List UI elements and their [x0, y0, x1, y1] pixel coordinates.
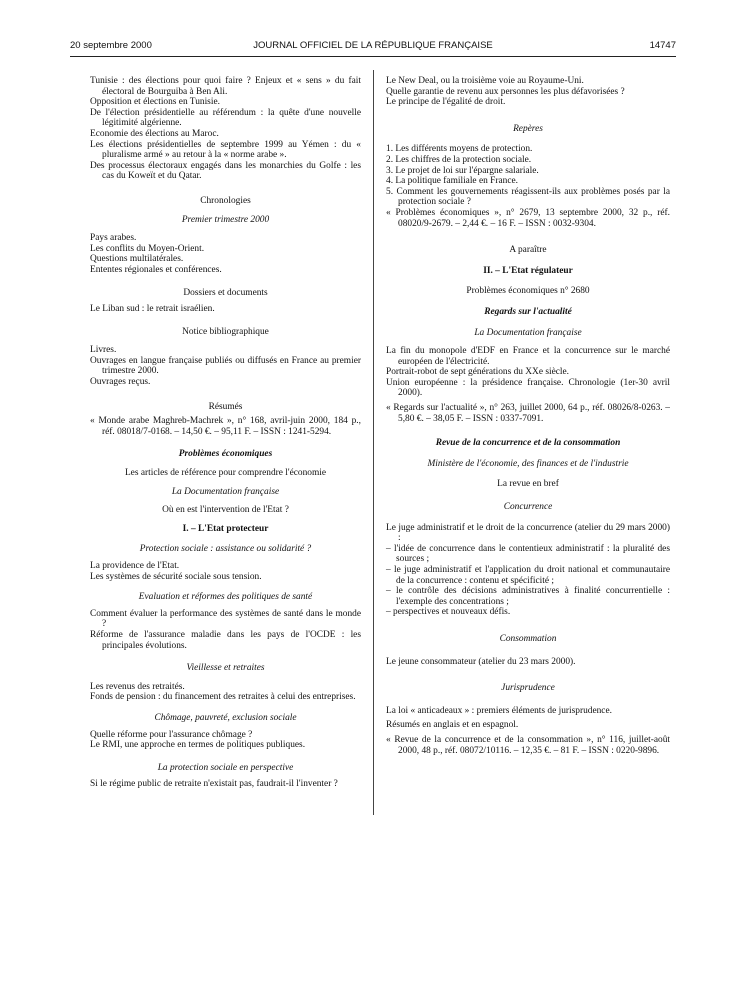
ministry-name: Ministère de l'économie, des finances et de l'industrie	[427, 458, 629, 469]
list-item: Si le régime public de retraite n'existait pas, faudrait-il l'inventer ?	[90, 779, 338, 790]
list-item: Economie des élections au Maroc.	[90, 128, 219, 139]
list-item: Les conflits du Moyen-Orient.	[90, 243, 205, 254]
publication-title-regards-actualite: Regards sur l'actualité	[484, 306, 572, 317]
subsection-heading: Evaluation et réformes des politiques de santé	[138, 592, 313, 603]
section-heading-dossiers: Dossiers et documents	[183, 287, 268, 298]
list-item: Comment évaluer la performance des systèmes de santé dans le monde ?	[90, 608, 361, 630]
list-item: 1. Les différents moyens de protection.	[386, 144, 533, 155]
part-heading-etat-regulateur: II. – L'Etat régulateur	[483, 265, 573, 276]
list-item: Union européenne : la présidence française. Chronologie (1er-30 avril 2000).	[386, 377, 670, 399]
list-item: – l'idée de concurrence dans le contentieux administratif : la pluralité des sources ;	[386, 543, 670, 565]
section-heading-resumes: Résumés	[208, 401, 243, 412]
list-item: Tunisie : des élections pour quoi faire ? Enjeux et « sens » du fait électoral de Bourguiba à Ben Ali.	[90, 76, 361, 97]
section-heading-chronologies: Chronologies	[200, 195, 251, 206]
list-item: – le juge administratif et l'application du droit national et communautaire de la concurrence : contenu et spécificité ;	[386, 565, 670, 586]
section-heading-notice: Notice bibliographique	[182, 326, 269, 337]
list-item: Des processus électoraux engagés dans les monarchies du Golfe : les cas du Koweït et du Qatar.	[90, 160, 361, 182]
header-rule	[70, 56, 676, 57]
reperes-list	[386, 144, 670, 208]
subsection-heading-concurrence: Concurrence	[503, 502, 553, 513]
subsection-heading: La protection sociale en perspective	[157, 762, 294, 773]
list-item: Ouvrages en langue française publiés ou diffusés en France au premier trimestre 2000.	[90, 355, 361, 377]
announcement-a-paraitre: A paraître	[509, 245, 547, 256]
concurrence-list	[386, 544, 670, 618]
list-item: Ouvrages reçus.	[90, 377, 151, 388]
list-item: Le New Deal, ou la troisième voie au Royaume-Uni.	[386, 76, 584, 86]
header-date: 20 septembre 2000	[70, 40, 152, 51]
list-item: Questions multilatérales.	[90, 254, 184, 265]
list-item: Quelle garantie de revenu aux personnes les plus défavorisées ?	[386, 86, 625, 97]
list-item: Réforme de l'assurance maladie dans les pays de l'OCDE : les principales évolutions.	[90, 629, 361, 651]
list-item: – le contrôle des décisions administratives à finalité concurrentielle : l'exemple des concentrations ;	[386, 586, 670, 607]
subsection-heading: Vieillesse et retraites	[186, 663, 265, 674]
header-page-number: 14747	[649, 40, 676, 51]
list-item: Livres.	[90, 345, 117, 356]
publication-title-revue-concurrence: Revue de la concurrence et de la consommation	[435, 438, 621, 449]
list-item: 5. Comment les gouvernements réagissent-ils aux problèmes posés par la protection sociale ?	[386, 186, 670, 208]
reference-citation: « Monde arabe Maghreb-Machrek », n° 168, avril-juin 2000, 184 p., réf. 08018/7-0168. – 14,50 €. – 95,11 F. – ISSN : 1241-5294.	[90, 416, 361, 437]
subsection-heading: Protection sociale : assistance ou solidarité ?	[139, 544, 312, 555]
list-item: Opposition et élections en Tunisie.	[90, 97, 220, 108]
list-item: La fin du monopole d'EDF en France et la concurrence sur le marché européen de l'électricité.	[386, 346, 670, 367]
list-item: Les élections présidentielles de septembre 1999 au Yémen : du « pluralisme armé » au retour à la « norme arabe ».	[90, 139, 361, 161]
list-item: La loi « anticadeaux » : premiers éléments de jurisprudence.	[386, 705, 612, 716]
list-item: Le Liban sud : le retrait israélien.	[90, 304, 215, 315]
section-heading-reperes: Repères	[513, 123, 543, 134]
subsection-heading-consommation: Consommation	[499, 633, 557, 644]
list-item: 2. Les chiffres de la protection sociale.	[386, 154, 532, 165]
list-item: Ententes régionales et conférences.	[90, 264, 222, 275]
publisher-name: La Documentation française	[474, 327, 582, 338]
subheading-revue-en-bref: La revue en bref	[497, 479, 559, 490]
publication-title-problemes-economiques: Problèmes économiques	[178, 449, 273, 460]
list-item: Le juge administratif et le droit de la concurrence (atelier du 29 mars 2000) :	[386, 522, 670, 544]
list-item: De l'élection présidentielle au référendum : la quête d'une nouvelle légitimité algérienne.	[90, 107, 361, 129]
subsection-heading-jurisprudence: Jurisprudence	[501, 683, 555, 694]
list-item: La providence de l'Etat.	[90, 561, 180, 571]
page-header	[70, 40, 676, 54]
list-item: Le principe de l'égalité de droit.	[386, 97, 506, 108]
header-title: JOURNAL OFFICIEL DE LA RÉPUBLIQUE FRANÇAISE	[253, 40, 493, 51]
reference-citation: « Regards sur l'actualité », n° 263, juillet 2000, 64 p., réf. 08026/8-0263. – 5,80 €. – 38,05 F. – ISSN : 0337-7091.	[386, 403, 670, 424]
subsection-heading: Chômage, pauvreté, exclusion sociale	[154, 712, 297, 723]
reference-citation: « Revue de la concurrence et de la consommation », n° 116, juillet-août 2000, 48 p., réf. 08072/10116. – 12,35 €. – 81 F. – ISSN : 0220-9896.	[386, 734, 670, 756]
list-item: Les revenus des retraités.	[90, 681, 185, 692]
list-item: Quelle réforme pour l'assurance chômage ?	[90, 729, 253, 740]
list-item: Pays arabes.	[90, 233, 137, 244]
publication-subtitle: Les articles de référence pour comprendre l'économie	[124, 468, 327, 479]
publisher-name: La Documentation française	[171, 486, 280, 497]
list-item: Fonds de pension : du financement des retraites à celui des entreprises.	[90, 692, 356, 703]
reference-citation: « Problèmes économiques », n° 2679, 13 septembre 2000, 32 p., réf. 08020/9-2679. – 2,44 €. – 16 F. – ISSN : 0032-9304.	[386, 207, 670, 229]
column-divider	[373, 70, 374, 815]
list-item: Les systèmes de sécurité sociale sous tension.	[90, 571, 262, 582]
issue-question: Où en est l'intervention de l'Etat ?	[162, 505, 289, 516]
list-item: 4. La politique familiale en France.	[386, 176, 518, 187]
subheading-trimestre: Premier trimestre 2000	[181, 214, 270, 225]
part-heading-etat-protecteur: I. – L'Etat protecteur	[182, 523, 269, 534]
list-item: Résumés en anglais et en espagnol.	[386, 720, 519, 731]
list-item: Portrait-robot de sept générations du XXe siècle.	[386, 367, 570, 378]
right-column	[386, 76, 670, 756]
list-item: – perspectives et nouveaux défis.	[386, 607, 511, 618]
list-item: Le jeune consommateur (atelier du 23 mars 2000).	[386, 656, 576, 667]
left-column	[90, 76, 361, 790]
list-item: 3. Le projet de loi sur l'épargne salariale.	[386, 165, 539, 176]
issue-number: Problèmes économiques n° 2680	[466, 286, 590, 297]
list-item: Le RMI, une approche en termes de politiques publiques.	[90, 740, 306, 751]
